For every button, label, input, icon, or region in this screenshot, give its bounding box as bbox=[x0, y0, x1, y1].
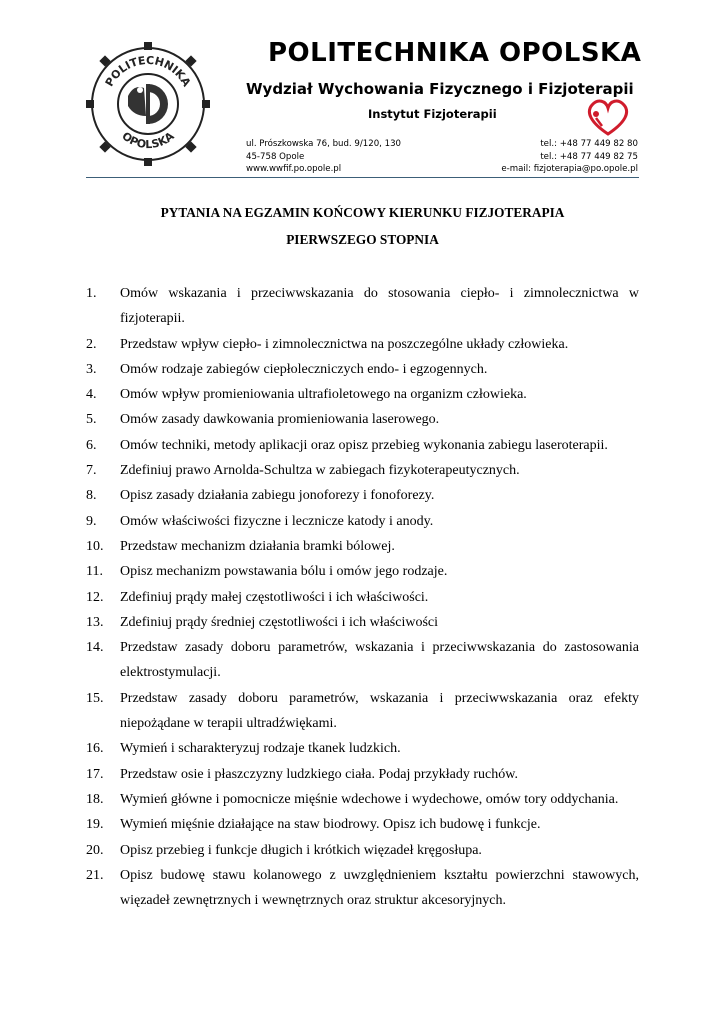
question-number: 11. bbox=[86, 564, 103, 580]
question-number: 4. bbox=[86, 387, 97, 403]
question-number: 15. bbox=[86, 690, 104, 706]
question-text: Przedstaw zasady doboru parametrów, wskazania i przeciwwskazania oraz efekty niepożądane w terapii ultradźwiękami. bbox=[120, 690, 639, 732]
question-item bbox=[86, 635, 639, 686]
question-number: 10. bbox=[86, 538, 104, 554]
question-text: Przedstaw osie i płaszczyzny ludzkiego ciała. Podaj przykłady ruchów. bbox=[120, 766, 518, 782]
question-text: Opisz budowę stawu kolanowego z uwzględnieniem kształtu powierzchni stawowych, więzadeł zewnętrznych i wewnętrznych oraz struktur akcesoryjnych. bbox=[120, 867, 639, 909]
question-item bbox=[86, 509, 639, 534]
contact-block bbox=[501, 138, 638, 176]
question-number: 18. bbox=[86, 791, 104, 807]
question-item bbox=[86, 407, 639, 432]
question-number: 7. bbox=[86, 463, 97, 479]
question-item bbox=[86, 736, 639, 761]
question-item bbox=[86, 863, 639, 914]
question-text: Omów techniki, metody aplikacji oraz opisz przebieg wykonania zabiegu laseroterapii. bbox=[120, 437, 608, 453]
question-text: Zdefiniuj prawo Arnolda-Schultza w zabiegach fizykoterapeutycznych. bbox=[120, 463, 520, 479]
question-list bbox=[86, 281, 639, 913]
svg-text:POLITECHNIKA bbox=[103, 54, 194, 89]
question-item bbox=[86, 433, 639, 458]
question-number: 8. bbox=[86, 488, 97, 504]
heart-logo-icon bbox=[584, 96, 632, 138]
question-item bbox=[86, 838, 639, 863]
question-item bbox=[86, 812, 639, 837]
question-text: Opisz mechanizm powstawania bólu i omów jego rodzaje. bbox=[120, 564, 448, 580]
question-number: 1. bbox=[86, 286, 97, 301]
question-text: Opisz przebieg i funkcje długich i krótkich więzadeł kręgosłupa. bbox=[120, 842, 482, 858]
header-divider bbox=[86, 177, 639, 178]
question-text: Opisz zasady działania zabiegu jonoforezy i fonoforezy. bbox=[120, 488, 435, 504]
question-number: 13. bbox=[86, 614, 104, 630]
question-number: 16. bbox=[86, 741, 104, 757]
question-number: 3. bbox=[86, 361, 97, 377]
question-number: 12. bbox=[86, 589, 104, 605]
question-item bbox=[86, 483, 639, 508]
question-item bbox=[86, 610, 639, 635]
institute-name: Instytut Fizjoterapii bbox=[368, 107, 497, 121]
address-street: ul. Prószkowska 76, bud. 9/120, 130 bbox=[246, 139, 402, 149]
university-name: POLITECHNIKA OPOLSKA bbox=[268, 38, 642, 68]
question-item bbox=[86, 382, 639, 407]
question-item bbox=[86, 787, 639, 812]
question-item bbox=[86, 458, 639, 483]
faculty-name: Wydział Wychowania Fizycznego i Fizjoterapii bbox=[246, 80, 634, 98]
question-text: Wymień i scharakteryzuj rodzaje tkanek ludzkich. bbox=[120, 741, 401, 757]
svg-text:OPOLSKA bbox=[119, 129, 177, 151]
document-title-line-2: PIERWSZEGO STOPNIA bbox=[286, 232, 439, 247]
address-block bbox=[246, 138, 401, 176]
question-item bbox=[86, 281, 639, 332]
question-text: Omów rodzaje zabiegów ciepłoleczniczych endo- i egzogennych. bbox=[120, 361, 488, 377]
question-text: Wymień główne i pomocnicze mięśnie wdechowe i wydechowe, omów tory oddychania. bbox=[120, 791, 619, 807]
question-number: 14. bbox=[86, 640, 104, 656]
question-text: Omów wskazania i przeciwwskazania do stosowania ciepło- i zimnolecznictwa w fizjoterapii. bbox=[120, 286, 639, 327]
question-text: Omów właściwości fizyczne i lecznicze katody i anody. bbox=[120, 513, 434, 529]
question-number: 6. bbox=[86, 437, 97, 453]
logo-text-top: POLITECHNIKA bbox=[102, 53, 194, 89]
question-text: Zdefiniuj prądy małej częstotliwości i ich właściwości. bbox=[120, 589, 429, 605]
question-number: 21. bbox=[86, 867, 104, 883]
contact-phone-2: tel.: +48 77 449 82 75 bbox=[540, 151, 638, 162]
question-number: 9. bbox=[86, 513, 97, 529]
question-text: Przedstaw wpływ ciepło- i zimnolecznictwa na poszczególne układy człowieka. bbox=[120, 336, 569, 352]
document-title-line-1: PYTANIA NA EGZAMIN KOŃCOWY KIERUNKU FIZJOTERAPIA bbox=[160, 205, 565, 220]
question-text: Przedstaw mechanizm działania bramki bólowej. bbox=[120, 538, 395, 554]
contact-phone-1: tel.: +48 77 449 82 80 bbox=[540, 139, 638, 149]
question-text: Zdefiniuj prądy średniej częstotliwości i ich właściwości bbox=[120, 614, 439, 630]
question-number: 5. bbox=[86, 412, 97, 428]
question-number: 17. bbox=[86, 766, 104, 782]
question-text: Wymień mięśnie działające na staw biodrowy. Opisz ich budowę i funkcje. bbox=[120, 817, 541, 833]
question-item bbox=[86, 585, 639, 610]
question-item bbox=[86, 534, 639, 559]
question-item bbox=[86, 686, 639, 737]
question-number: 2. bbox=[86, 336, 97, 352]
question-text: Omów wpływ promieniowania ultrafioletowego na organizm człowieka. bbox=[120, 387, 527, 403]
question-item bbox=[86, 332, 639, 357]
question-item bbox=[86, 762, 639, 787]
logo-text-bottom: OPOLSKA bbox=[119, 129, 177, 152]
question-item bbox=[86, 357, 639, 382]
address-city: 45-758 Opole bbox=[246, 151, 305, 162]
question-item bbox=[86, 559, 639, 584]
contact-email: e-mail: fizjoterapia@po.opole.pl bbox=[501, 164, 638, 174]
university-logo-icon bbox=[84, 40, 212, 168]
question-number: 19. bbox=[86, 817, 104, 833]
question-text: Omów zasady dawkowania promieniowania laserowego. bbox=[120, 412, 440, 428]
question-text: Przedstaw zasady doboru parametrów, wskazania i przeciwwskazania do zastosowania elektrostymulacji. bbox=[120, 640, 639, 681]
address-website: www.wwfif.po.opole.pl bbox=[246, 164, 342, 174]
question-number: 20. bbox=[86, 842, 104, 858]
